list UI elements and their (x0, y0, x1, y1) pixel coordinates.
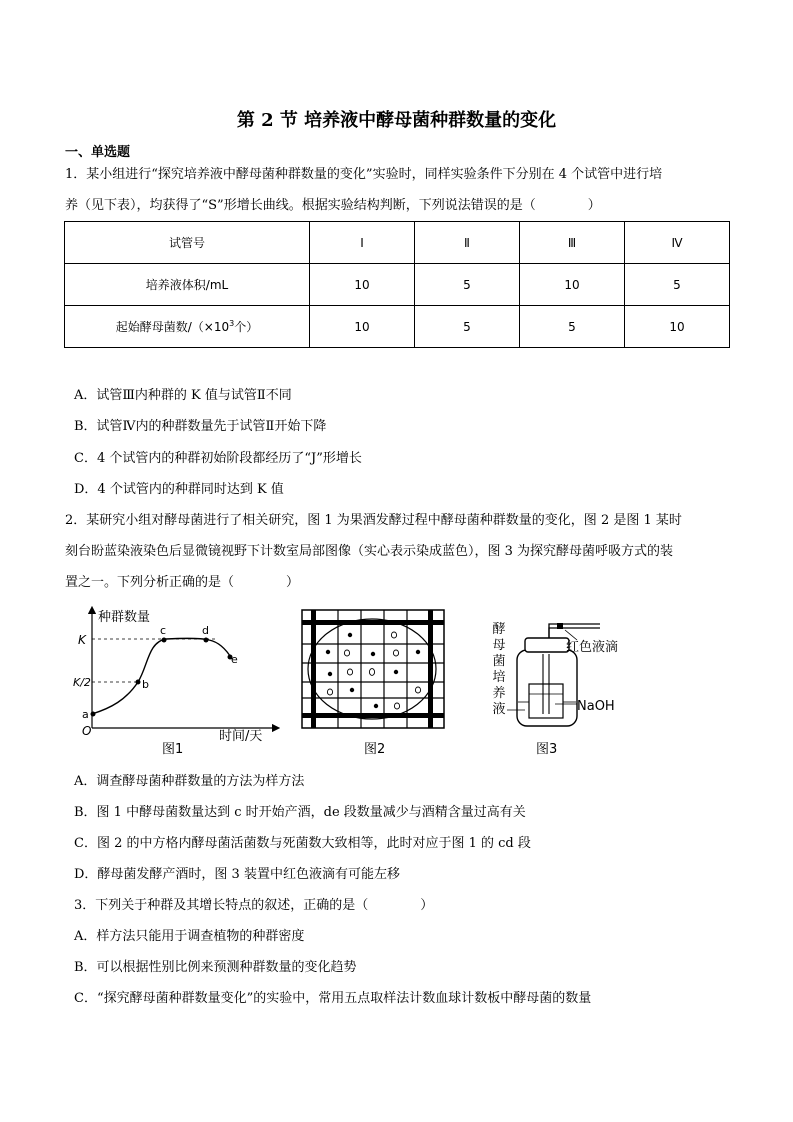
vertical-char: 液 (492, 702, 506, 717)
point-b (136, 680, 141, 685)
table-cell: 试管号 (65, 222, 310, 264)
table-cell: 10 (310, 306, 415, 348)
vertical-char: 母 (492, 638, 506, 653)
red-drop-label: 红色液滴 (566, 640, 619, 655)
q2-stem-line1: 2．某研究小组对酵母菌进行了相关研究，图 1 为果酒发酵过程中酵母菌种群数量的变化，图 2 是图 1 某时 (65, 513, 682, 528)
point-a (91, 712, 96, 717)
growth-curve (92, 638, 232, 714)
table-row (65, 306, 730, 348)
table-cell: Ⅱ (415, 222, 520, 264)
q1-option-c: C．4 个试管内的种群初始阶段都经历了“J”形增长 (74, 451, 362, 466)
row-label: 起始酵母菌数/（×10 (115, 320, 230, 334)
q3-option-a: A．样方法只能用于调查植物的种群密度 (74, 929, 305, 944)
table-cell: Ⅳ (625, 222, 730, 264)
q1-option-d: D．4 个试管内的种群同时达到 K 值 (74, 482, 284, 497)
figure-2-caption: 图2 (364, 742, 386, 757)
q2-stem-line3: 置之一。下列分析正确的是（ ） (65, 575, 300, 590)
q2-option-b: B．图 1 中酵母菌数量达到 c 时开始产酒，de 段数量减少与酒精含量过高有关 (74, 805, 526, 820)
red-drop (557, 623, 563, 629)
bottle-cap (525, 638, 569, 652)
table-cell: 5 (415, 306, 520, 348)
label-a: a (82, 708, 89, 721)
figure-1-growth-curve (73, 604, 286, 744)
table-cell: Ⅰ (310, 222, 415, 264)
origin-label: O (82, 724, 92, 738)
point-d (204, 638, 209, 643)
k-label: K (78, 633, 86, 647)
table-cell (65, 306, 310, 348)
table-cell: 5 (415, 264, 520, 306)
q1-option-a: A．试管Ⅲ内种群的 K 值与试管Ⅱ不同 (74, 388, 292, 403)
q3-option-c: C．“探究酵母菌种群数量变化”的实验中，常用五点取样法计数血球计数板中酵母菌的数量 (74, 991, 592, 1006)
label-c: c (160, 624, 167, 637)
section-heading: 一、单选题 (65, 145, 131, 160)
point-c (162, 638, 167, 643)
q3-stem: 3．下列关于种群及其增长特点的叙述，正确的是（ ） (74, 898, 434, 913)
table-row (65, 222, 730, 264)
vertical-char: 酵 (492, 622, 506, 637)
q2-option-d: D．酵母菌发酵产酒时，图 3 装置中红色液滴有可能左移 (74, 867, 400, 882)
label-d: d (202, 624, 209, 637)
y-axis-label: 种群数量 (98, 610, 151, 625)
k2-label: K/2 (73, 676, 91, 689)
label-b: b (142, 678, 149, 691)
table-cell: 5 (625, 264, 730, 306)
q2-stem-line2: 刻台盼蓝染液染色后显微镜视野下计数室局部图像（实心表示染成蓝色），图 3 为探究酵母菌呼吸方式的装 (65, 544, 674, 559)
table-cell: 培养液体积/mL (65, 264, 310, 306)
q2-option-c: C．图 2 的中方格内酵母菌活菌数与死菌数大致相等，此时对应于图 1 的 cd 段 (74, 836, 531, 851)
row-label-unit: 个） (234, 320, 259, 334)
table-cell: 10 (625, 306, 730, 348)
table-row (65, 264, 730, 306)
figure-2-counting-chamber (300, 608, 446, 730)
q1-stem-line2: 养（见下表），均获得了“S”形增长曲线。根据实验结构判断，下列说法错误的是（ ） (65, 198, 601, 213)
row-label-sup: 3 (229, 319, 235, 328)
figure-1-caption: 图1 (162, 742, 184, 757)
q2-option-a: A．调查酵母菌种群数量的方法为样方法 (74, 774, 305, 789)
q1-table (64, 221, 730, 348)
vertical-char: 培 (492, 670, 506, 685)
table-cell: 10 (310, 264, 415, 306)
q3-option-b: B．可以根据性别比例来预测种群数量的变化趋势 (74, 960, 357, 975)
figure-3-caption: 图3 (536, 742, 558, 757)
table-cell: Ⅲ (520, 222, 625, 264)
table-cell: 5 (520, 306, 625, 348)
vertical-char: 养 (492, 686, 506, 701)
naoh-label: NaOH (577, 699, 615, 714)
q1-stem-line1: 1．某小组进行“探究培养液中酵母菌种群数量的变化”实验时，同样实验条件下分别在 4 个试管中进行培 (65, 167, 663, 182)
table-cell: 10 (520, 264, 625, 306)
x-axis-label: 时间/天 (219, 729, 263, 744)
q1-option-b: B．试管Ⅳ内的种群数量先于试管Ⅱ开始下降 (74, 419, 327, 434)
label-e: e (231, 653, 238, 666)
page-title: 第 2 节 培养液中酵母菌种群数量的变化 (236, 110, 557, 131)
vertical-char: 菌 (492, 654, 506, 669)
